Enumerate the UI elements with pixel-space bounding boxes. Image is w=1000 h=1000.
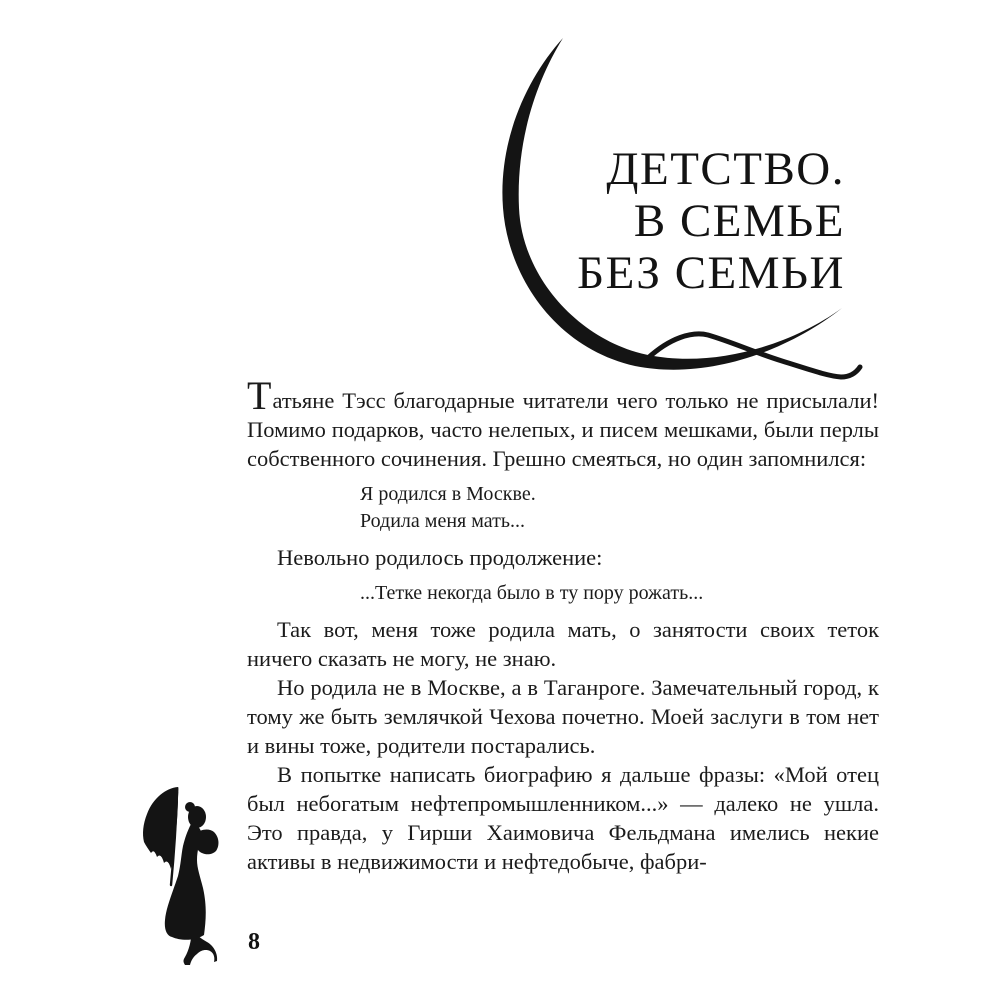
verse-quote [360,481,879,535]
paragraph: В попытке написать биографию я дальше фразы: «Мой отец был небогатым нефтепромышленником...» — далеко не ушла. Это правда, у Гирши Хаимовича Фельдмана имелись некие активы в недвижимости и нефтедобыче, фабри- [247,762,879,874]
chapter-body [247,373,879,876]
paragraph: Невольно родилось продолжение: [277,545,603,570]
paragraph: Так вот, меня тоже родила мать, о занятости своих теток ничего сказать не могу, не знаю. [247,617,879,671]
page-number: 8 [248,929,260,955]
paragraph [247,373,879,473]
verse-line: ...Тетке некогда было в ту пору рожать... [360,582,704,604]
silhouette-shapes [143,787,218,965]
chapter-title-line: БЕЗ СЕМЬИ [577,247,845,300]
chapter-title [577,143,845,299]
verse-line: Родила меня мать... [360,510,525,532]
woman-with-parasol-silhouette [141,784,237,966]
raised-initial-cap: Т [247,373,273,418]
verse-line: Я родился в Москве. [360,483,536,505]
paragraph: Но родила не в Москве, а в Таганроге. Замечательный город, к тому же быть землячкой Чехова почетно. Моей заслуги в том нет и вины тоже, родители постарались. [247,675,879,758]
chapter-title-line: ДЕТСТВО. [606,143,845,196]
verse-quote [360,580,879,607]
paragraph-text: атьяне Тэсс благодарные читатели чего только не присылали! Помимо подарков, часто нелепых, и писем мешками, были перлы собственного сочинения. Грешно смеяться, но один запомнился: [247,388,879,471]
chapter-title-line: В СЕМЬЕ [633,195,845,248]
